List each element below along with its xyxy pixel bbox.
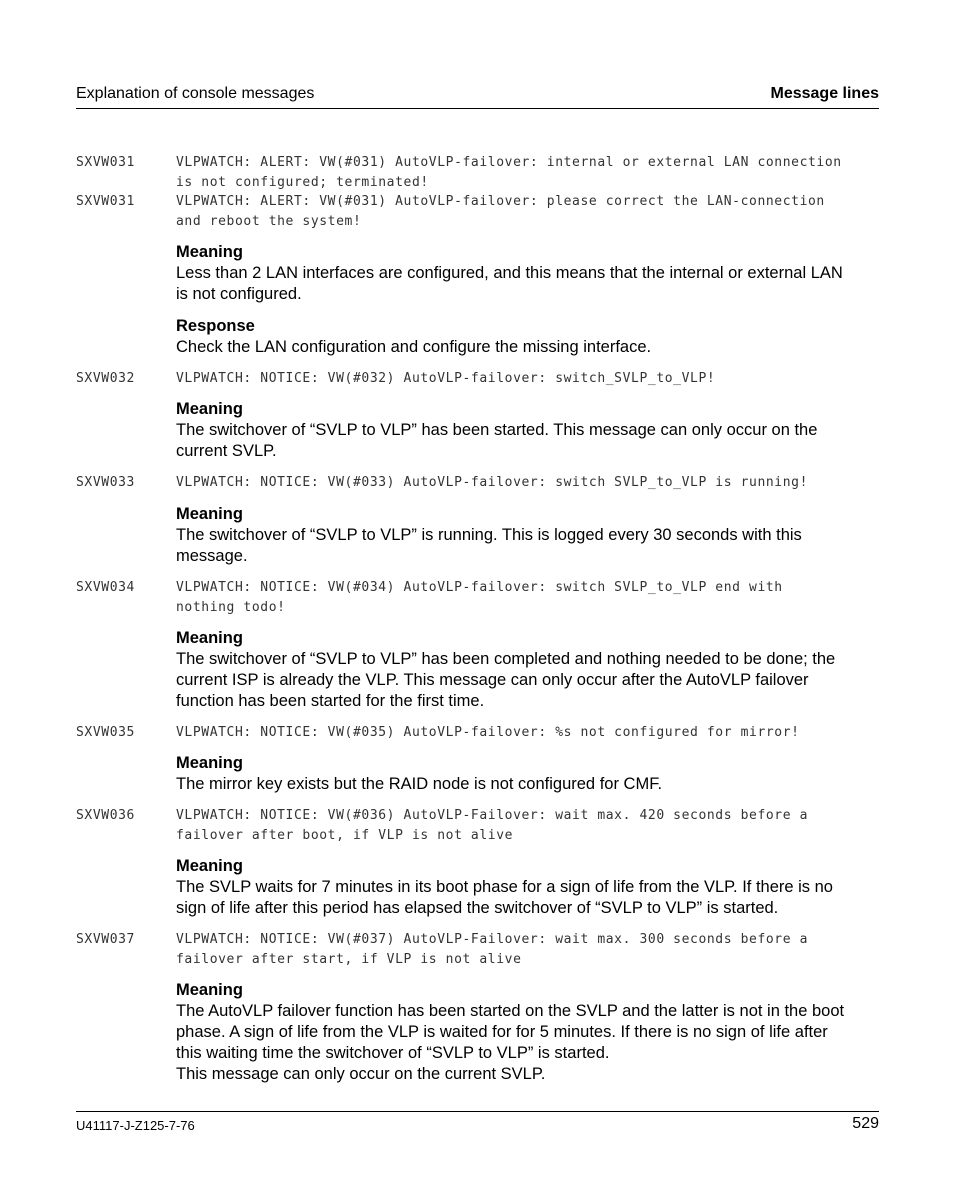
section-body xyxy=(176,420,879,462)
body-line: sign of life after this period has elapsed the switchover of “SVLP to VLP” is started. xyxy=(176,899,779,917)
body-line: This message can only occur on the current SVLP. xyxy=(176,1065,546,1083)
body-line: this waiting time the switchover of “SVLP to VLP” is started. xyxy=(176,1044,610,1062)
page-number: 529 xyxy=(852,1115,879,1132)
message-line: VLPWATCH: NOTICE: VW(#033) AutoVLP-failover: switch SVLP_to_VLP is running! xyxy=(176,475,808,490)
meaning-section xyxy=(176,399,879,462)
page-footer xyxy=(76,1111,879,1133)
section-heading: Meaning xyxy=(176,629,243,647)
message-text xyxy=(176,369,879,389)
body-line: The mirror key exists but the RAID node is not configured for CMF. xyxy=(176,775,663,793)
message-line: nothing todo! xyxy=(176,599,286,615)
message-text xyxy=(176,153,879,192)
section-body xyxy=(176,525,879,567)
section-body xyxy=(176,774,879,795)
body-line: Check the LAN configuration and configure the missing interface. xyxy=(176,338,652,356)
section-heading: Meaning xyxy=(176,857,243,875)
section-heading: Meaning xyxy=(176,754,243,772)
body-line: function has been started for the first time. xyxy=(176,692,485,710)
meaning-section xyxy=(176,856,879,919)
message-line: VLPWATCH: NOTICE: VW(#035) AutoVLP-failover: %s not configured for mirror! xyxy=(176,725,800,740)
message-line: VLPWATCH: NOTICE: VW(#037) AutoVLP-Failover: wait max. 300 seconds before a xyxy=(176,932,808,947)
message-line: failover after boot, if VLP is not alive xyxy=(176,827,514,843)
body-line: message. xyxy=(176,547,248,565)
body-line: is not configured. xyxy=(176,285,302,303)
body-line: The switchover of “SVLP to VLP” has been started. This message can only occur on the xyxy=(176,421,818,439)
message-line: VLPWATCH: NOTICE: VW(#034) AutoVLP-failover: switch SVLP_to_VLP end with xyxy=(176,580,783,595)
meaning-section xyxy=(176,628,879,712)
section-body xyxy=(176,649,879,712)
message-code: SXVW031 xyxy=(76,155,135,170)
body-line: current SVLP. xyxy=(176,442,277,460)
message-line: VLPWATCH: NOTICE: VW(#036) AutoVLP-Failover: wait max. 420 seconds before a xyxy=(176,808,808,823)
message-line: VLPWATCH: ALERT: VW(#031) AutoVLP-failover: internal or external LAN connection xyxy=(176,155,842,170)
message-line: VLPWATCH: ALERT: VW(#031) AutoVLP-failover: please correct the LAN-connection xyxy=(176,194,825,209)
message-text xyxy=(176,192,879,231)
body-line: Less than 2 LAN interfaces are configured, and this means that the internal or external LAN xyxy=(176,264,843,282)
message-code: SXVW035 xyxy=(76,725,135,740)
section-heading: Meaning xyxy=(176,243,243,261)
response-section xyxy=(176,316,879,358)
header-chapter-title: Explanation of console messages xyxy=(76,85,315,102)
message-code: SXVW032 xyxy=(76,371,135,386)
message-text xyxy=(176,723,879,743)
message-code: SXVW031 xyxy=(76,194,135,209)
body-line: The AutoVLP failover function has been started on the SVLP and the latter is not in the boot xyxy=(176,1002,845,1020)
message-line: and reboot the system! xyxy=(176,213,362,229)
meaning-section xyxy=(176,504,879,567)
body-line: The switchover of “SVLP to VLP” is running. This is logged every 30 seconds with this xyxy=(176,526,802,544)
body-line: The switchover of “SVLP to VLP” has been completed and nothing needed to be done; the xyxy=(176,650,836,668)
page-header xyxy=(76,84,879,109)
message-text xyxy=(176,578,879,617)
section-heading: Meaning xyxy=(176,505,243,523)
message-code: SXVW036 xyxy=(76,808,135,823)
section-heading: Meaning xyxy=(176,400,243,418)
message-code: SXVW037 xyxy=(76,932,135,947)
message-text xyxy=(176,806,879,845)
section-body xyxy=(176,263,879,305)
section-heading: Meaning xyxy=(176,981,243,999)
message-line: VLPWATCH: NOTICE: VW(#032) AutoVLP-failover: switch_SVLP_to_VLP! xyxy=(176,371,716,386)
header-section-title: Message lines xyxy=(770,85,879,102)
message-text xyxy=(176,930,879,969)
section-body xyxy=(176,877,879,919)
section-body xyxy=(176,337,879,358)
message-code: SXVW034 xyxy=(76,580,135,595)
body-line: current ISP is already the VLP. This message can only occur after the AutoVLP failover xyxy=(176,671,809,689)
document-number: U41117-J-Z125-7-76 xyxy=(76,1118,195,1133)
meaning-section xyxy=(176,242,879,305)
message-code: SXVW033 xyxy=(76,475,135,490)
meaning-section xyxy=(176,753,879,795)
message-line: is not configured; terminated! xyxy=(176,174,429,190)
section-heading: Response xyxy=(176,317,255,335)
section-body xyxy=(176,1001,879,1085)
message-line: failover after start, if VLP is not alive xyxy=(176,951,522,967)
message-text xyxy=(176,473,879,493)
meaning-section xyxy=(176,980,879,1085)
body-line: phase. A sign of life from the VLP is waited for for 5 minutes. If there is no sign of life after xyxy=(176,1023,828,1041)
body-line: The SVLP waits for 7 minutes in its boot phase for a sign of life from the VLP. If there is no xyxy=(176,878,833,896)
